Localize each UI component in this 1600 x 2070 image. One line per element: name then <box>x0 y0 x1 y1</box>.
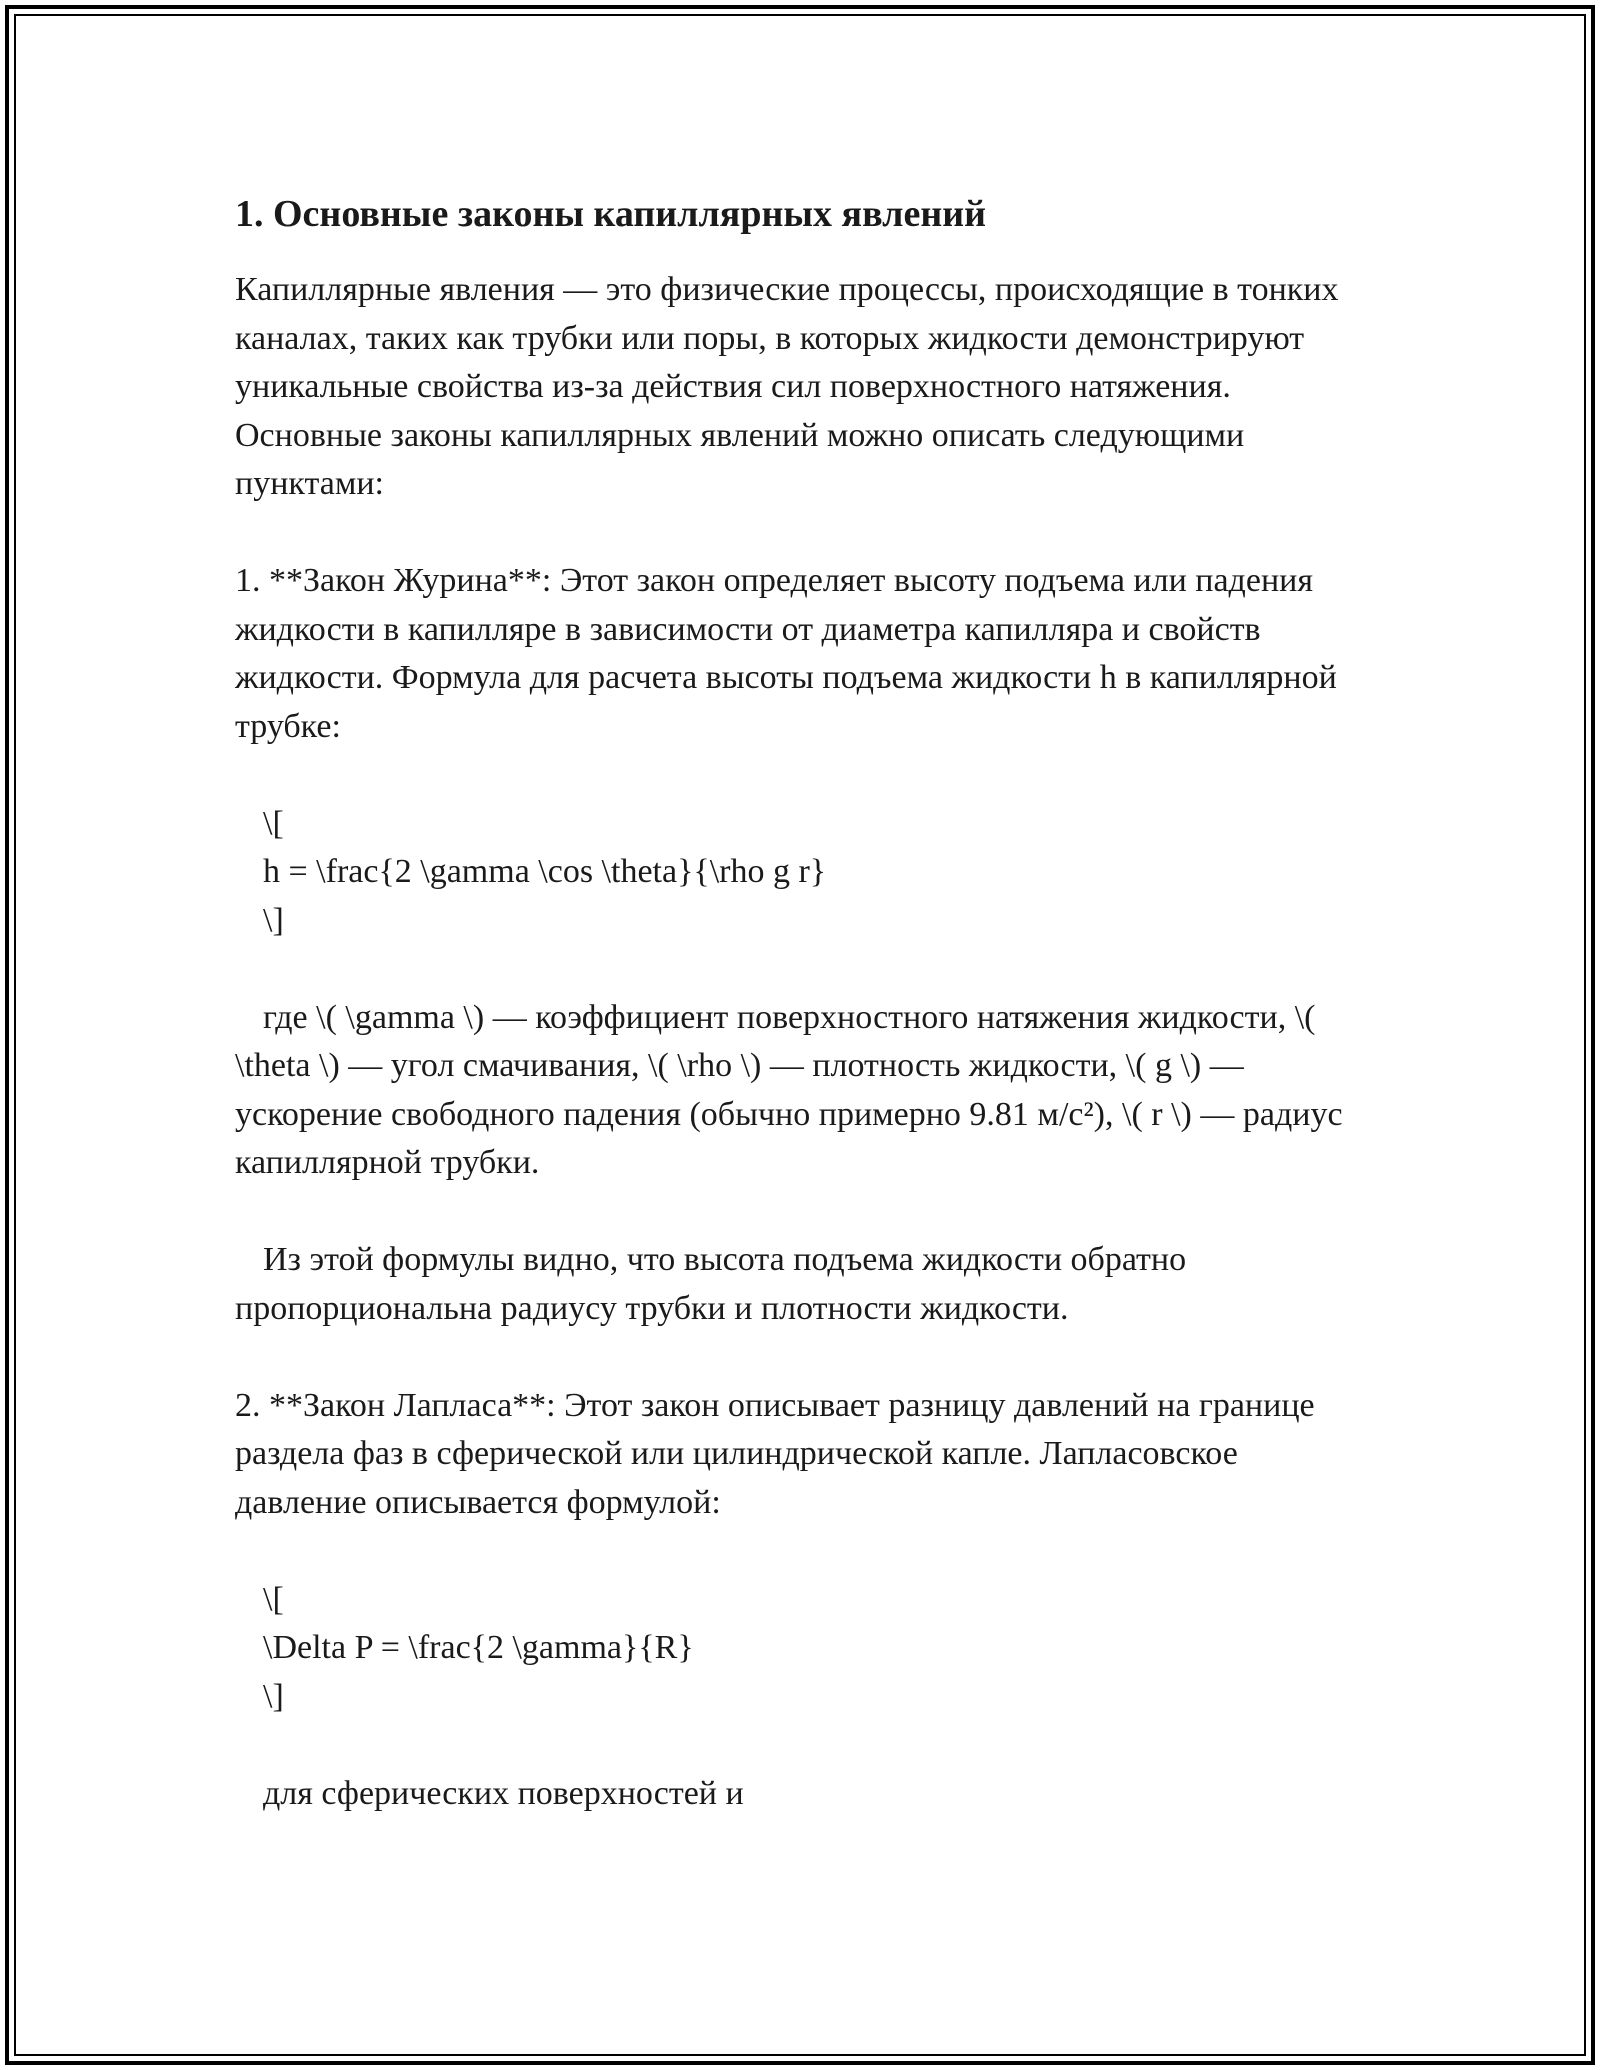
laplace-formula-open: \[ <box>263 1580 284 1618</box>
jurin-formula-close: \] <box>263 901 284 939</box>
jurin-formula-open: \[ <box>263 804 284 842</box>
spacer <box>235 751 1375 800</box>
spacer <box>235 1188 1375 1237</box>
spacer <box>235 1721 1375 1770</box>
jurin-note-paragraph: Из этой формулы видно, что высота подъема жидкости обратно пропорциональна радиусу трубки и плотности жидкости. <box>235 1241 1187 1327</box>
document-page <box>235 190 1375 1818</box>
section-heading: 1. Основные законы капиллярных явлений <box>235 193 987 235</box>
jurin-formula: h = \frac{2 \gamma \cos \theta}{\rho g r} <box>263 853 827 890</box>
spacer <box>235 509 1375 558</box>
laplace-tail-text: для сферических поверхностей и <box>263 1774 744 1812</box>
spacer <box>235 1527 1375 1576</box>
laplace-formula-close: \] <box>263 1677 284 1715</box>
jurin-where-paragraph: где \( \gamma \) — коэффициент поверхностного натяжения жидкости, \( \theta \) — угол смачивания, \( \rho \) — плотность жидкости, \( g \) — ускорение свободного падения (обычно примерно 9.81 м/с²), \( r \) — радиус капиллярной трубки. <box>235 998 1343 1181</box>
laplace-formula: \Delta P = \frac{2 \gamma}{R} <box>263 1629 694 1666</box>
spacer <box>235 945 1375 994</box>
spacer <box>235 1333 1375 1382</box>
law-laplace-paragraph: 2. **Закон Лапласа**: Этот закон описывает разницу давлений на границе раздела фаз в сферической или цилиндрической капле. Лапласовское давление описывается формулой: <box>235 1386 1315 1521</box>
intro-paragraph: Капиллярные явления — это физические процессы, происходящие в тонких каналах, таких как трубки или поры, в которых жидкости демонстрируют уникальные свойства из-за действия сил поверхностного натяжения. Основные законы капиллярных явлений можно описать следующими пунктами: <box>235 271 1339 502</box>
law-jurin-paragraph: 1. **Закон Журина**: Этот закон определяет высоту подъема или падения жидкости в капилляре в зависимости от диаметра капилляра и свойств жидкости. Формула для расчета высоты подъема жидкости h в капиллярной трубке: <box>235 562 1337 745</box>
